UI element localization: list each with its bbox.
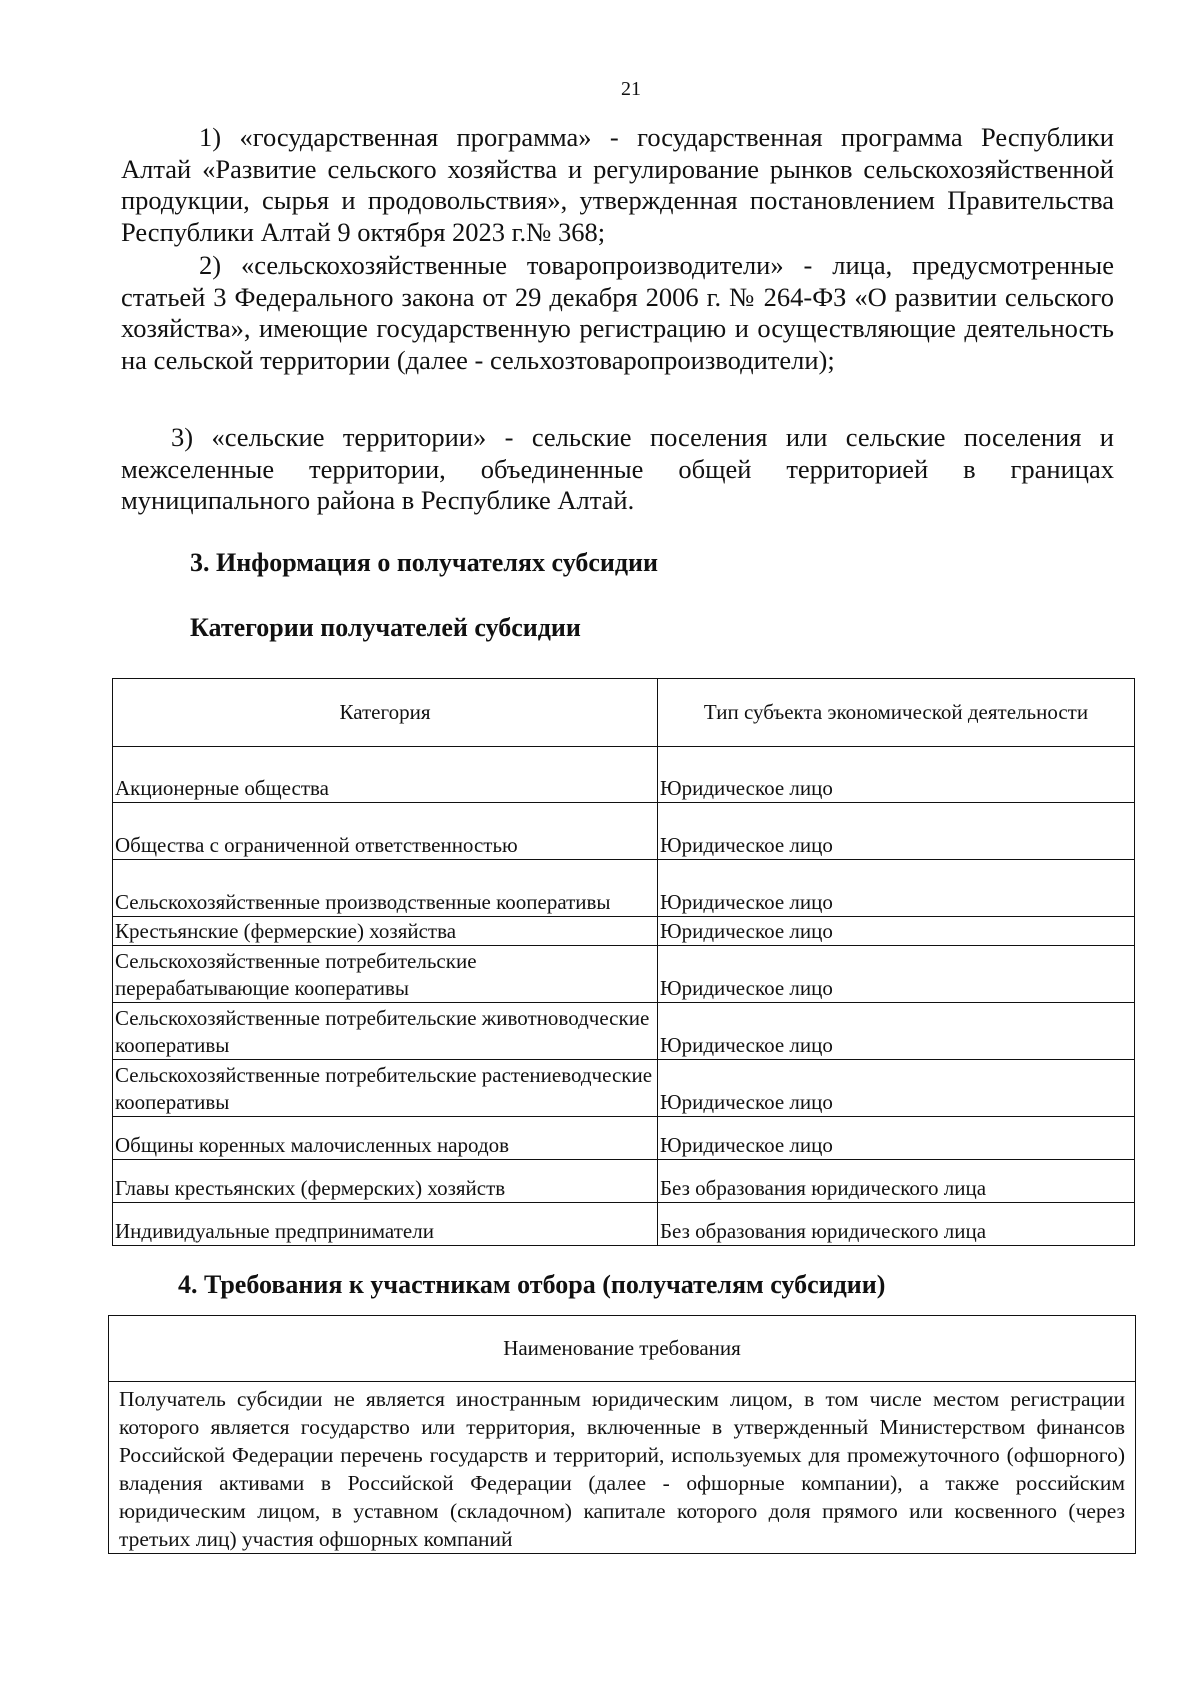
page-number: 21 xyxy=(621,78,641,100)
table-row xyxy=(113,747,1135,803)
category-cell: Индивидуальные предприниматели xyxy=(113,1203,658,1246)
header-requirement-name: Наименование требования xyxy=(109,1316,1136,1382)
category-cell: Сельскохозяйственные потребительские перерабатывающие кооперативы xyxy=(113,946,658,1003)
category-cell: Сельскохозяйственные потребительские растениеводческие кооперативы xyxy=(113,1060,658,1117)
entity-type-cell: Юридическое лицо xyxy=(658,747,1135,803)
entity-type-cell: Юридическое лицо xyxy=(658,1117,1135,1160)
entity-type-cell: Юридическое лицо xyxy=(658,860,1135,917)
entity-type-cell: Юридическое лицо xyxy=(658,917,1135,946)
table-row xyxy=(113,1117,1135,1160)
table-row xyxy=(113,946,1135,1003)
section-3-subtitle: Категории получателей субсидии xyxy=(190,613,581,642)
requirement-cell: Получатель субсидии не является иностранным юридическим лицом, в том числе местом регистрации которого является государство или территория, включенные в утвержденный Министерством финансов Российской Федерации перечень государств и территорий, используемых для промежуточного (офшорного) владения активами в Российской Федерации (далее - офшорные компании), а также российским юридическим лицом, в уставном (складочном) капитале которого доля прямого или косвенного (через третьих лиц) участия офшорных компаний xyxy=(109,1382,1136,1554)
table-row xyxy=(113,1160,1135,1203)
table-row xyxy=(113,803,1135,860)
table-row xyxy=(113,1003,1135,1060)
definition-paragraph-1 xyxy=(121,122,1114,249)
table-header-row xyxy=(113,679,1135,747)
entity-type-cell: Без образования юридического лица xyxy=(658,1203,1135,1246)
category-cell: Общины коренных малочисленных народов xyxy=(113,1117,658,1160)
table-row xyxy=(113,1203,1135,1246)
section-4-title: 4. Требования к участникам отбора (получателям субсидии) xyxy=(178,1270,886,1299)
definition-text-3: 3) «сельские территории» - сельские поселения или сельские поселения и межселенные территории, объединенные общей территорией в границах муниципального района в Республике Алтай. xyxy=(121,422,1114,516)
requirements-table xyxy=(108,1315,1136,1554)
category-cell: Общества с ограниченной ответственностью xyxy=(113,803,658,860)
table-row xyxy=(109,1382,1136,1554)
entity-type-cell: Юридическое лицо xyxy=(658,1003,1135,1060)
header-category: Категория xyxy=(113,679,658,747)
table-row xyxy=(113,917,1135,946)
definition-text-1: 1) «государственная программа» - государственная программа Республики Алтай «Развитие сельского хозяйства и регулирование рынков сельскохозяйственной продукции, сырья и продовольствия», утвержденная постановлением Правительства Республики Алтай 9 октября 2023 г.№ 368; xyxy=(121,122,1114,248)
recipient-categories-table xyxy=(112,678,1135,1246)
entity-type-cell: Юридическое лицо xyxy=(658,946,1135,1003)
category-cell: Акционерные общества xyxy=(113,747,658,803)
table-row xyxy=(113,1060,1135,1117)
header-entity-type: Тип субъекта экономической деятельности xyxy=(658,679,1135,747)
category-cell: Главы крестьянских (фермерских) хозяйств xyxy=(113,1160,658,1203)
category-cell: Сельскохозяйственные потребительские животноводческие кооперативы xyxy=(113,1003,658,1060)
category-cell: Крестьянские (фермерские) хозяйства xyxy=(113,917,658,946)
entity-type-cell: Без образования юридического лица xyxy=(658,1160,1135,1203)
definition-paragraph-3 xyxy=(121,422,1114,517)
section-3-title: 3. Информация о получателях субсидии xyxy=(190,548,658,577)
category-cell: Сельскохозяйственные производственные кооперативы xyxy=(113,860,658,917)
table-header-row xyxy=(109,1316,1136,1382)
entity-type-cell: Юридическое лицо xyxy=(658,1060,1135,1117)
definition-paragraph-2 xyxy=(121,250,1114,377)
entity-type-cell: Юридическое лицо xyxy=(658,803,1135,860)
table-row xyxy=(113,860,1135,917)
definition-text-2: 2) «сельскохозяйственные товаропроизводители» - лица, предусмотренные статьей 3 Федерального закона от 29 декабря 2006 г. № 264-ФЗ «О развитии сельского хозяйства», имеющие государственную регистрацию и осуществляющие деятельность на сельской территории (далее - сельхозтоваропроизводители); xyxy=(121,250,1114,376)
